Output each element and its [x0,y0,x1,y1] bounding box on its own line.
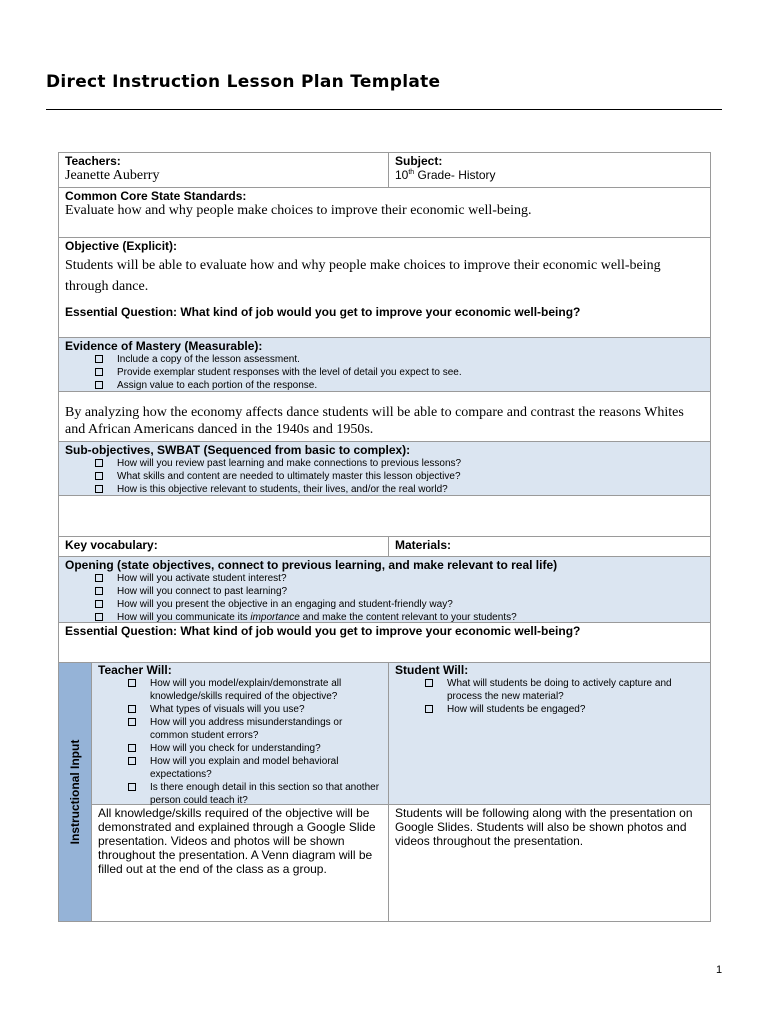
instructional-input-section [58,663,711,922]
checkbox-icon [425,679,433,687]
checkbox-icon [95,485,103,493]
teacher-will-list [98,677,382,807]
checkbox-icon [128,783,136,791]
subject-value: 10th Grade- History [395,168,496,182]
essential-question: Essential Question: What kind of job would you get to improve your economic well-being? [65,305,581,319]
teachers-label: Teachers: [65,154,121,168]
checkbox-icon [95,368,103,376]
teacher-will-value: All knowledge/skills required of the objective will be demonstrated and explained through a Google Slide presentation. Videos and photos will be shown throughout the presentation. A Venn diagram will be filled out at the end of the class as a group. [92,805,389,921]
list-item: How will you present the objective in an engaging and student-friendly way? [65,598,704,611]
essential-question-2: Essential Question: What kind of job would you get to improve your economic well-being? [65,624,581,638]
vocab-materials-row [58,537,711,557]
checkbox-icon [128,679,136,687]
checkbox-icon [95,587,103,595]
mastery-list [65,353,704,392]
checkbox-icon [128,705,136,713]
checkbox-icon [95,472,103,480]
list-item: What skills and content are needed to ultimately master this lesson objective? [65,470,704,483]
checkbox-icon [95,613,103,621]
standards-row [58,188,711,238]
subobjectives-label: Sub-objectives, SWBAT (Sequenced from basic to complex): [65,443,411,457]
subject-label: Subject: [395,154,443,168]
checkbox-icon [128,744,136,752]
list-item: How will you model/explain/demonstrate all knowledge/skills required of the objective? [98,677,382,703]
objective-row [58,238,711,338]
teachers-value: Jeanette Auberry [65,168,160,183]
list-item: What types of visuals will you use? [98,703,382,716]
checkbox-icon [95,600,103,608]
will-answers-row [92,805,710,921]
list-item: How will you review past learning and make connections to previous lessons? [65,457,704,470]
list-item: How will you communicate its importance and make the content relevant to your students? [65,611,704,624]
teacher-will-label: Teacher Will: [98,663,172,677]
will-prompts-row [92,663,710,805]
materials-label: Materials: [395,538,452,552]
list-item: How will you check for understanding? [98,742,382,755]
page-number: 1 [716,964,723,976]
checkbox-icon [95,459,103,467]
student-will-label: Student Will: [395,663,469,677]
objective-value: Students will be able to evaluate how and why people make choices to improve their economic well-being through dance. [65,258,661,294]
instructional-input-label: Instructional Input [68,739,82,845]
instructional-input-sidebar [59,663,92,921]
empty-row [58,496,711,537]
list-item: How is this objective relevant to students, their lives, and/or the real world? [65,483,704,496]
mastery-label: Evidence of Mastery (Measurable): [65,339,263,353]
checkbox-icon [95,355,103,363]
subobjectives-list [65,457,704,496]
essential-question-row [58,623,711,663]
checkbox-icon [425,705,433,713]
list-item: Assign value to each portion of the response. [65,379,704,392]
checkbox-icon [95,574,103,582]
list-item: How will you explain and model behavioral expectations? [98,755,382,781]
list-item: How will you connect to past learning? [65,585,704,598]
standards-label: Common Core State Standards: [65,189,247,203]
list-item: Include a copy of the lesson assessment. [65,353,704,366]
list-item: Is there enough detail in this section so that another person could teach it? [98,781,382,807]
list-item: What will students be doing to actively capture and process the new material? [395,677,704,703]
vocabulary-label: Key vocabulary: [65,538,158,552]
mastery-value-row [58,392,711,442]
mastery-value: By analyzing how the economy affects dance students will be able to compare and contrast the reasons Whites and African Americans danced in the 1940s and 1950s. [65,405,684,437]
student-will-value: Students will be following along with the presentation on Google Slides. Students will also be shown photos and videos throughout the presentation. [395,806,693,848]
student-will-list [395,677,704,716]
opening-list [65,572,704,624]
subobjectives-row [58,442,711,496]
objective-label: Objective (Explicit): [65,239,178,253]
list-item: How will students be engaged? [395,703,704,716]
title-divider [46,109,722,110]
checkbox-icon [128,757,136,765]
list-item: How will you activate student interest? [65,572,704,585]
teachers-subject-row [58,152,711,188]
lesson-plan-table [58,152,711,922]
opening-row [58,557,711,623]
list-item: Provide exemplar student responses with the level of detail you expect to see. [65,366,704,379]
checkbox-icon [128,718,136,726]
opening-label: Opening (state objectives, connect to previous learning, and make relevant to real life) [65,558,558,572]
list-item: How will you address misunderstandings or common student errors? [98,716,382,742]
checkbox-icon [95,381,103,389]
mastery-row [58,338,711,392]
document-title: Direct Instruction Lesson Plan Template [46,72,441,92]
standards-value: Evaluate how and why people make choices to improve their economic well-being. [65,203,532,218]
